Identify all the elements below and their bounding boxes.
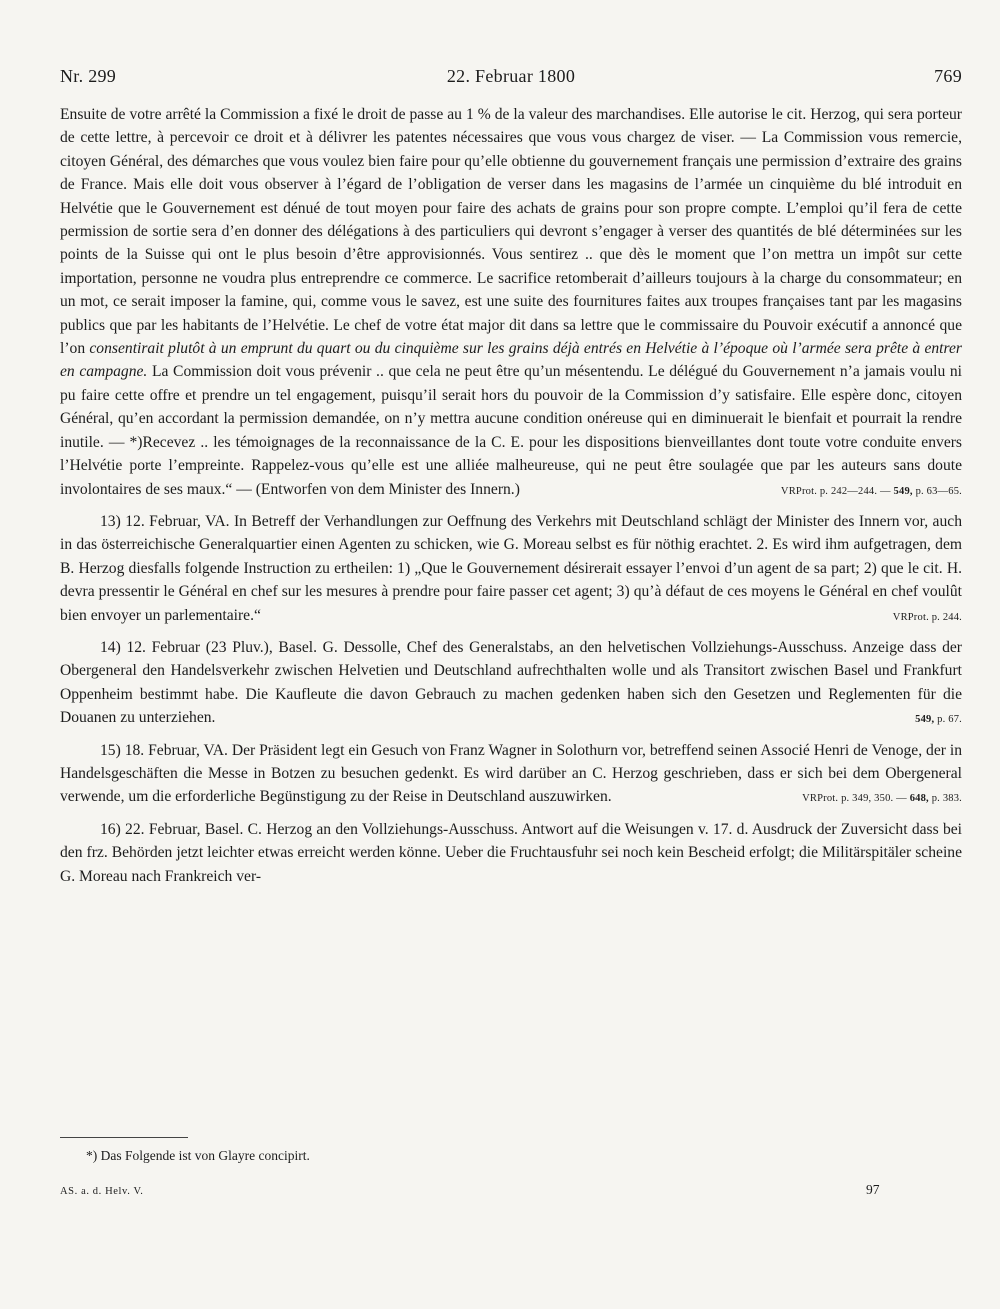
running-header xyxy=(60,66,962,90)
header-document-number: Nr. 299 xyxy=(60,66,117,86)
source-reference: VRProt. p. 349, 350. — 648, p. 383. xyxy=(802,793,962,805)
footer-sheet-number: 97 xyxy=(866,1182,880,1197)
header-page-number: 769 xyxy=(934,66,962,86)
italic-quotation: consentirait plutôt à un emprunt du quart ou du cinquième sur les grains déjà entrés en Helvétie à l’époque où l’armée sera prête à entrer en campagne. xyxy=(60,340,962,381)
entry-13 xyxy=(60,510,962,627)
paragraph-text: Ensuite de votre arrêté la Commission a fixé le droit de passe au 1 % de la valeur des marchandises. Elle autorise le cit. Herzog, qui sera porteur de cette lettre, à percevoir ce droit et à délivrer les patentes nécessaires que vous vous chargez de viser. — La Commission vous remercie, citoyen Général, des démarches que vous voulez bien faire pour qu’elle obtienne du gouvernement français une permission d’extraire des grains de France. Mais elle doit vous observer à l’égard de l’obligation de verser dans les magasins de l’armée un cinquième du blé introduit en Helvétie que le Gouvernement est dénué de tout moyen pour faire des achats de grains pour son propre compte. L’emploi qu’il fera de cette permission de sortie sera d’en donner des délégations à des particuliers qui devront s’engager à verser des quantités de blé déterminées sur les points de la Suisse qui ont le plus besoin d’être approvisionnés. Vous sentirez .. que dès le moment que l’on mettra un impôt sur cette importation, personne ne voudra plus entreprendre ce commerce. Le sacrifice retomberait d’ailleurs toujours à la charge du consommateur; en un mot, ce serait imposer la famine, qui, comme vous le savez, est une suite des fournitures faites aux troupes françaises tant par les magasins publics que par les habitants de l’Helvétie. Le chef de votre état major dit dans sa lettre que le commissaire du Pouvoir exécutif a annoncé que l’on xyxy=(60,106,962,358)
paragraph-text: 15) 18. Februar, VA. Der Präsident legt ein Gesuch von Franz Wagner in Solothurn vor, betreffend seinen Associé Henri de Venoge, der in Handelsgeschäften die Messe in Botzen zu besuchen gedenkt. Es wird darüber an C. Herzog geschrieben, dass er sich bei dem Obergeneral verwende, um die erforderliche Begünstigung zu der Reise in Deutschland auszuwirken. xyxy=(60,741,962,806)
entry-16 xyxy=(60,818,962,888)
paragraph-text: 16) 22. Februar, Basel. C. Herzog an den Vollziehungs-Ausschuss. Antwort auf die Weisungen v. 17. d. Ausdruck der Zuversicht dass bei den frz. Behörden jetzt leichter etwas erreicht werden könne. Ueber die Fruchtausfuhr sei noch kein Bescheid erfolgt; die Militärspitäler scheine G. Moreau nach Frankreich ver- xyxy=(60,820,962,885)
paragraph-text: 13) 12. Februar, VA. In Betreff der Verhandlungen zur Oeffnung des Verkehrs mit Deutschland schlägt der Minister des Innern vor, auch in das österreichische Generalquartier einen Agenten zu schicken, wie G. Moreau selbst es für nöthig erachtet. 2. Es wird ihm aufgetragen, dem B. Herzog diesfalls folgende Instruction zu ertheilen: 1) „Que le Gouvernement désirerait essayer l’envoi d’un agent de sa part; 2) que le cit. H. devra pressentir le Général en chef sur les mesures à prendre pour faire passer cet agent; 3) qu’à défaut de ces moyens le Général en chef voulût bien envoyer un parlementaire.“ xyxy=(60,512,962,624)
entry-14 xyxy=(60,636,962,730)
paragraph-text: 14) 12. Februar (23 Pluv.), Basel. G. Dessolle, Chef des Generalstabs, an den helvetischen Vollziehungs-Ausschuss. Anzeige dass der Obergeneral den Handelsverkehr zwischen Helvetien und Deutschland aufrechthalten wolle und als Transitort zwischen Basel und Frankfurt Oppenheim bestimmt habe. Die Kaufleute die davon Gebrauch zu machen gedenken haben sich den Gesetzen und Reglementen für die Douanen zu unterziehen. xyxy=(60,638,962,727)
source-reference: 549, p. 67. xyxy=(915,714,962,726)
paragraph-continuation xyxy=(60,103,962,501)
footnote-rule xyxy=(60,1137,188,1138)
source-reference: VRProt. p. 242—244. — 549, p. 63—65. xyxy=(780,485,962,497)
header-date: 22. Februar 1800 xyxy=(446,66,576,86)
paragraph-text: La Commission doit vous prévenir .. que cela ne peut être qu’un mésentendu. Le délégué du Gouvernement n’a jamais voulu ni pu faire cette offre et prendre un tel engagement, puisqu’il serait hors du pouvoir de la Commission d’y satisfaire. Elle espère donc, citoyen Général, qu’en accordant la permission demandée, on n’y mettra aucune condition onéreuse qui en diminuerait le bienfait et pourrait la rendre inutile. — *)Recevez .. les témoignages de la reconnaissance de la C. E. pour les dispositions bienveillantes dont toute votre conduite envers l’Helvétie porte l’empreinte. Rappelez-vous qu’elle est une alliée malheureuse, qui ne peut être soulagée que par les auteurs sans doute involontaires de ses maux.“ — (Entworfen von dem Minister des Innern.) xyxy=(60,363,962,498)
document-body xyxy=(60,103,962,888)
entry-15 xyxy=(60,739,962,809)
source-reference: VRProt. p. 244. xyxy=(892,611,962,623)
footer-signature: AS. a. d. Helv. V. xyxy=(60,1186,144,1197)
footnote: *) Das Folgende ist von Glayre concipirt. xyxy=(86,1148,310,1163)
